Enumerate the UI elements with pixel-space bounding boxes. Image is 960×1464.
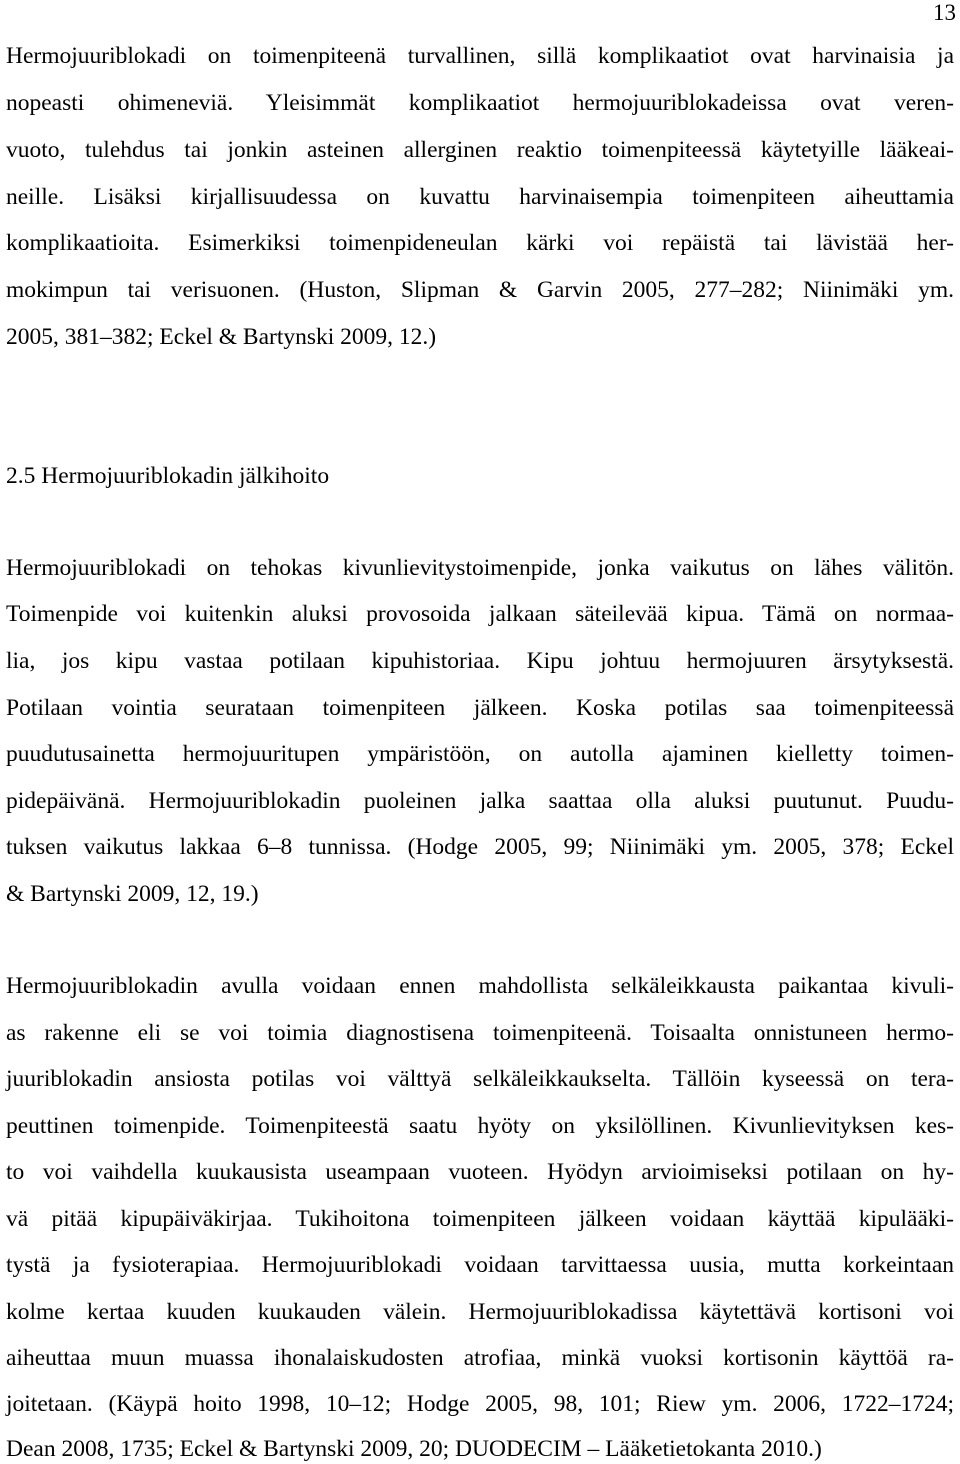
text-line: puudutusainetta hermojuuritupen ympäristöön, on autolla ajaminen kielletty toimen-: [6, 741, 954, 767]
text-line: mokimpun tai verisuonen. (Huston, Slipman & Garvin 2005, 277–282; Niinimäki ym.: [6, 277, 954, 303]
text-line: lia, jos kipu vastaa potilaan kipuhistoriaa. Kipu johtuu hermojuuren ärsytyksestä.: [6, 648, 954, 674]
text-line: Hermojuuriblokadi on tehokas kivunlievitystoimenpide, jonka vaikutus on lähes välitön.: [6, 555, 954, 581]
section-heading: 2.5 Hermojuuriblokadin jälkihoito: [6, 463, 330, 489]
text-line: peuttinen toimenpide. Toimenpiteestä saatu hyöty on yksilöllinen. Kivunlievityksen kes-: [6, 1113, 954, 1139]
text-line: Hermojuuriblokadin avulla voidaan ennen mahdollista selkäleikkausta paikantaa kivuli-: [6, 973, 954, 999]
text-line: vä pitää kipupäiväkirjaa. Tukihoitona toimenpiteen jälkeen voidaan käyttää kipulääki-: [6, 1206, 954, 1232]
text-line: to voi vaihdella kuukausista useampaan vuoteen. Hyödyn arvioimiseksi potilaan on hy-: [6, 1159, 954, 1185]
text-line: komplikaatioita. Esimerkiksi toimenpideneulan kärki voi repäistä tai lävistää her-: [6, 230, 954, 256]
text-line: nopeasti ohimeneviä. Yleisimmät komplikaatiot hermojuuriblokadeissa ovat veren-: [6, 90, 954, 116]
text-line: pidepäivänä. Hermojuuriblokadin puoleinen jalka saattaa olla aluksi puutunut. Puudu-: [6, 788, 954, 814]
page-number: 13: [933, 0, 956, 25]
text-line: neille. Lisäksi kirjallisuudessa on kuvattu harvinaisempia toimenpiteen aiheuttamia: [6, 184, 954, 210]
text-line: juuriblokadin ansiosta potilas voi välttyä selkäleikkaukselta. Tällöin kyseessä on tera-: [6, 1066, 954, 1092]
text-line: Toimenpide voi kuitenkin aluksi provosoida jalkaan säteilevää kipua. Tämä on normaa-: [6, 601, 954, 627]
text-line: Dean 2008, 1735; Eckel & Bartynski 2009, 20; DUODECIM – Lääketietokanta 2010.): [6, 1436, 822, 1462]
text-line: tystä ja fysioterapiaa. Hermojuuriblokadi voidaan tarvittaessa uusia, mutta korkeintaan: [6, 1252, 954, 1278]
text-line: & Bartynski 2009, 12, 19.): [6, 881, 259, 907]
text-line: 2005, 381–382; Eckel & Bartynski 2009, 12.): [6, 324, 437, 350]
text-line: Hermojuuriblokadi on toimenpiteenä turvallinen, sillä komplikaatiot ovat harvinaisia ja: [6, 43, 954, 69]
text-line: as rakenne eli se voi toimia diagnostisena toimenpiteenä. Toisaalta onnistuneen hermo-: [6, 1020, 954, 1046]
text-line: vuoto, tulehdus tai jonkin asteinen allerginen reaktio toimenpiteessä käytetyille lääkeai-: [6, 137, 954, 163]
text-line: tuksen vaikutus lakkaa 6–8 tunnissa. (Hodge 2005, 99; Niinimäki ym. 2005, 378; Eckel: [6, 834, 954, 860]
text-line: aiheuttaa muun muassa ihonalaiskudosten atrofiaa, minkä vuoksi kortisonin käyttöä ra-: [6, 1345, 954, 1371]
text-line: joitetaan. (Käypä hoito 1998, 10–12; Hodge 2005, 98, 101; Riew ym. 2006, 1722–1724;: [6, 1391, 954, 1417]
text-line: Potilaan vointia seurataan toimenpiteen jälkeen. Koska potilas saa toimenpiteessä: [6, 695, 954, 721]
text-line: kolme kertaa kuuden kuukauden välein. Hermojuuriblokadissa käytettävä kortisoni voi: [6, 1299, 954, 1325]
